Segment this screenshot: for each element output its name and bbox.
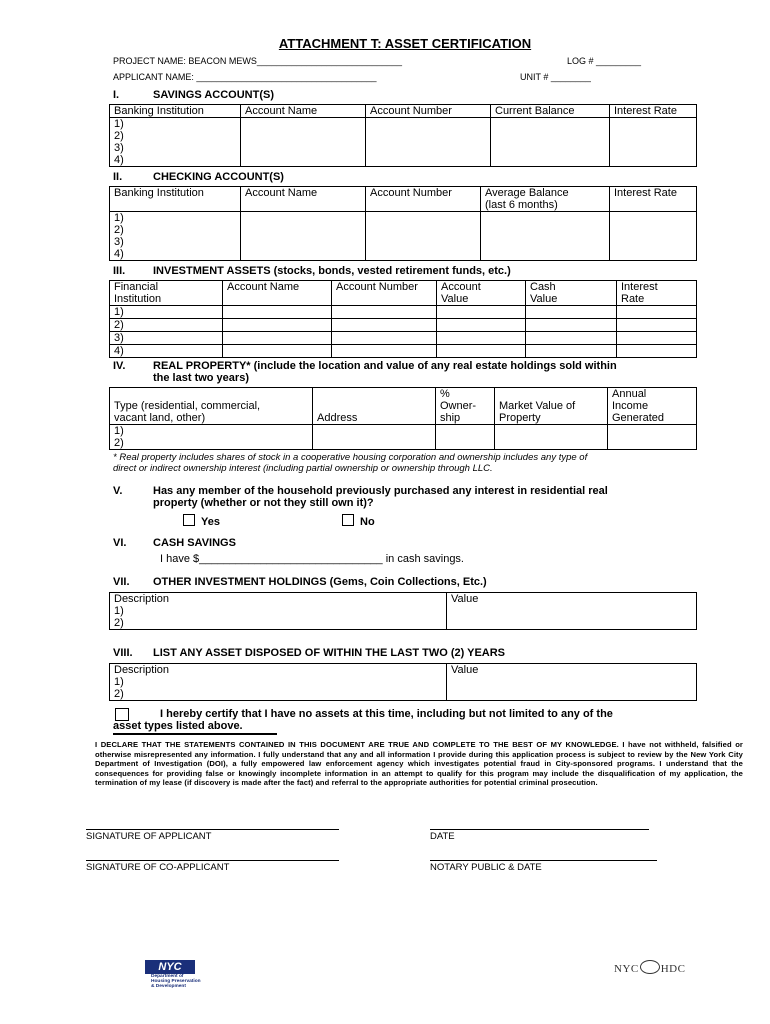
real-property-section-title: REAL PROPERTY* (include the location and value of any real estate holdings sold within [153, 360, 617, 372]
declaration-text: I DECLARE THAT THE STATEMENTS CONTAINED IN THIS DOCUMENT ARE TRUE AND COMPLETE TO THE BEST OF MY KNOWLEDGE. I have not withheld, falsified or otherwise misrepresented any information. I fully understand that any and all information I provide during this application process is subject to review by the New York City Department of Investigation (DOI), a fully empowered law enforcement agency which investigates potential fraud in City-sponsored programs. I understand that the consequences for providing false or knowingly incomplete information in an attempt to qualify for this program may include the disqualification of my application, the termination of my lease (if discovery is made after the fact) and referral to the appropriate authorities for potential criminal prosecution. [95, 740, 743, 787]
hpd-logo: NYC Department of Housing Preservation & Development [145, 960, 195, 978]
table-row[interactable]: 3) [110, 142, 697, 154]
column-header: Market Value of Property [495, 388, 608, 425]
table-row[interactable]: 4) [110, 154, 697, 167]
coapplicant-signature-line[interactable] [86, 860, 339, 861]
column-header: Account Name [241, 187, 366, 212]
column-header: Account Number [366, 187, 481, 212]
table-row[interactable]: 2) [110, 319, 697, 332]
log-number-field[interactable]: LOG # _________ [567, 56, 642, 66]
real-property-section-title-cont: the last two years) [153, 372, 249, 384]
cash-savings-field[interactable]: I have $______________________________ in cash savings. [160, 553, 464, 565]
column-header: Cash Value [526, 281, 617, 306]
table-row[interactable]: 3) [110, 236, 697, 248]
section-number: I. [113, 89, 120, 101]
table-row[interactable]: 2) [110, 224, 697, 236]
table-row[interactable]: 3) [110, 332, 697, 345]
applicant-signature-label: SIGNATURE OF APPLICANT [86, 831, 212, 842]
notary-label: NOTARY PUBLIC & DATE [430, 862, 542, 873]
investment-section-title: INVESTMENT ASSETS (stocks, bonds, vested retirement funds, etc.) [153, 265, 511, 277]
column-header: Address [313, 388, 436, 425]
notary-line[interactable] [430, 860, 657, 861]
column-header: Value [447, 664, 697, 701]
nyc-hdc-logo: NYC HDC [614, 960, 685, 975]
table-header-row [110, 593, 697, 606]
nyc-logo-mark: NYC [145, 960, 195, 974]
prior-purchase-question: Has any member of the household previously purchased any interest in residential real [153, 485, 608, 497]
column-header: Type (residential, commercial, vacant land, other) [110, 388, 313, 425]
column-header: % Owner- ship [436, 388, 495, 425]
section-number: VII. [113, 576, 130, 588]
table-row[interactable]: 2) [110, 437, 697, 450]
section-number: V. [113, 485, 123, 497]
unit-number-field[interactable]: UNIT # ________ [520, 72, 591, 82]
applicant-name-field[interactable]: APPLICANT NAME: ____________________________________ [113, 72, 377, 82]
no-checkbox[interactable] [342, 514, 354, 526]
table-row[interactable]: 4) [110, 248, 697, 261]
table-row[interactable]: 1) [110, 605, 697, 617]
column-header: Description [110, 664, 447, 677]
column-header: Financial Institution [110, 281, 223, 306]
column-header: Interest Rate [610, 105, 697, 118]
real-property-footnote-cont: direct or indirect ownership interest (including partial ownership or ownership through LLC. [113, 463, 493, 474]
no-assets-certification: I hereby certify that I have no assets at this time, including but not limited to any of the [160, 708, 613, 720]
no-assets-certification-cont: asset types listed above. [113, 720, 243, 732]
column-header: Account Number [366, 105, 491, 118]
page-title: ATTACHMENT T: ASSET CERTIFICATION [278, 36, 532, 51]
table-row[interactable]: 1) [110, 212, 697, 225]
section-number: VIII. [113, 647, 133, 659]
real-property-footnote: * Real property includes shares of stock in a cooperative housing corporation and ownership includes any type of [113, 452, 588, 463]
table-row[interactable]: 1) [110, 118, 697, 131]
real-property-table [109, 387, 697, 450]
date-line[interactable] [430, 829, 649, 830]
savings-table [109, 104, 697, 167]
yes-checkbox[interactable] [183, 514, 195, 526]
investment-table [109, 280, 697, 358]
hdc-emblem-icon [640, 960, 660, 974]
column-header: Interest Rate [610, 187, 697, 212]
checking-table [109, 186, 697, 261]
table-row[interactable]: 2) [110, 617, 697, 630]
certification-underline [113, 733, 277, 735]
column-header: Account Name [241, 105, 366, 118]
table-header-row [110, 187, 697, 212]
table-row[interactable]: 2) [110, 130, 697, 142]
cash-savings-title: CASH SAVINGS [153, 537, 236, 549]
project-name-field[interactable]: PROJECT NAME: BEACON MEWS_____________________________ [113, 56, 403, 66]
table-row[interactable]: 2) [110, 688, 697, 701]
checking-section-title: CHECKING ACCOUNT(S) [153, 171, 284, 183]
section-number: IV. [113, 360, 126, 372]
disposed-assets-title: LIST ANY ASSET DISPOSED OF WITHIN THE LAST TWO (2) YEARS [153, 647, 506, 659]
column-header: Description [110, 593, 447, 606]
column-header: Account Value [437, 281, 526, 306]
other-holdings-title: OTHER INVESTMENT HOLDINGS (Gems, Coin Collections, Etc.) [153, 576, 487, 588]
coapplicant-signature-label: SIGNATURE OF CO-APPLICANT [86, 862, 230, 873]
table-header-row [110, 664, 697, 677]
table-header-row [110, 388, 697, 425]
table-row[interactable]: 1) [110, 676, 697, 688]
column-header: Account Number [332, 281, 437, 306]
column-header: Annual Income Generated [608, 388, 697, 425]
table-row[interactable]: 1) [110, 306, 697, 319]
column-header: Current Balance [491, 105, 610, 118]
table-header-row [110, 281, 697, 306]
table-row[interactable]: 4) [110, 345, 697, 358]
column-header: Account Name [223, 281, 332, 306]
column-header: Banking Institution [110, 187, 241, 212]
section-number: III. [113, 265, 126, 277]
prior-purchase-question-cont: property (whether or not they still own it)? [153, 497, 374, 509]
table-row[interactable]: 1) [110, 425, 697, 438]
savings-section-title: SAVINGS ACCOUNT(S) [153, 89, 274, 101]
column-header: Banking Institution [110, 105, 241, 118]
date-label: DATE [430, 831, 455, 842]
other-holdings-table [109, 592, 697, 630]
column-header: Average Balance (last 6 months) [481, 187, 610, 212]
column-header: Interest Rate [617, 281, 697, 306]
disposed-assets-table [109, 663, 697, 701]
column-header: Value [447, 593, 697, 630]
table-header-row [110, 105, 697, 118]
applicant-signature-line[interactable] [86, 829, 339, 830]
section-number: VI. [113, 537, 127, 549]
no-option[interactable]: No [342, 514, 375, 528]
section-number: II. [113, 171, 123, 183]
yes-option[interactable]: Yes [183, 514, 220, 528]
